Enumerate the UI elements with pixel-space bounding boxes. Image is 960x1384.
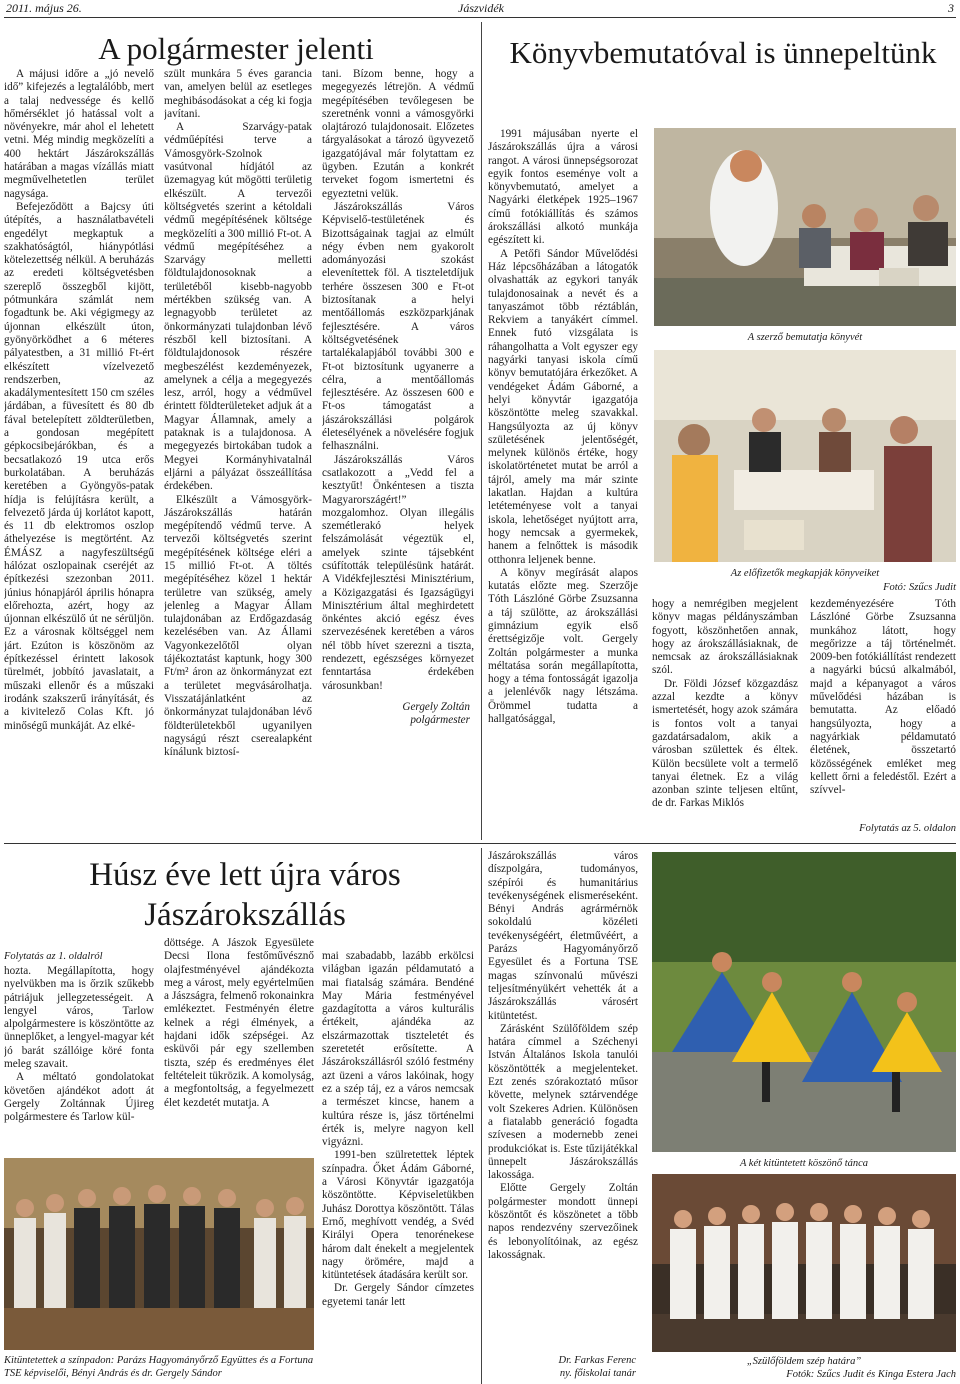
photo-caption: A két kitüntetett köszönő tánca [739,1158,869,1169]
photo-caption: Az előfizetők megkapják könyveiket [730,568,880,579]
paragraph: Jászárokszállás Város csatlakozott a „Vedd fel a kesztyűt! Önkéntesen a tiszta Magyarországért!” mozgalomhoz. Olyan illegális szemétlerakó helyek felszámolását végeztük el, amelyek szinte tájsebként csúfították településünk határát. A Vidékfejlesztési Minisztérium, a Közigazgatási és Igazságügyi Minisztérium által meghirdetett önkéntes akció egész éves szervezésének keretében a város nél több hívet szerezni a tiszta, rendezett, egészséges környezet fenntartása érdekében városunkban! [322,453,474,692]
continued-from: Folytatás az 1. oldalról [4,951,103,962]
photo-author-presenting [654,128,956,326]
paragraph: Jászárokszállás város díszpolgára, tudományos, szépírói és humanitárius tevékenységének elismeréseként. Bényi András agrármérnök sokoldalú közéleti tevékenységéért, életművéért, a Parázs Hagyományőrző Egyesület és a Fortuna TSE magas színvonalú művészi teljesítményükért vehették át a Jászárokszállás városért kitüntetést. [488,850,638,1022]
paragraph: Zárásként Szülőföldem szép határa címmel a Széchenyi István Általános Iskola tanulói köszöntötték a megjelenteket. Ezt zenés szórakoztató műsor követte, melynek sztárvendége volt Szekeres Adrien. Különösen a fiatalabb generáció fogadta szívesen a modernebb zenei produkciókat is. Este tűzijátékkal ünnepelt Jászárokszállás lakossága. [488,1022,638,1182]
paragraph: A méltató gondolatokat követően ajándékot adott át Gergely Zoltánnak Újireg polgármestere és Tarlow kül- [4,1071,154,1124]
photo-school-choir [652,1174,956,1352]
article1-signature-title: polgármester [410,714,470,727]
article2-col1 [488,128,638,840]
paragraph: Jászárokszállás Város Képviselő-testületének és Bizottságainak tagjai az elmúlt négy évben nem gyakorolt adományozási szokást elevenítettek föl. A tiszteletdíjuk terhére összesen 300 e Ft-ot biztosítanak a helyi mentőállomás eszközparkjának fejlesztésére. A város költségvetésének tartalékalapjából további 300 e Ft-ot biztosítunk ugyanerre a célra, a mentőállomás fejlesztésére. Az összesen 600 e Ft-os támogatást a jászárokszállási polgárok életesélyének a növelésére fogjuk felhasználni. [322,200,474,453]
article3-col4 [488,850,638,1350]
issue-date: 2011. május 26. [6,1,82,15]
paragraph: hogy a nemrégiben megjelent könyv magas példányszámban fogyott, köszönhetően annak, hogy az árokszállásiaknak, de nemcsak az árokszállásiaknak szól. [652,598,798,677]
paragraph: Előtte Gergely Zoltán polgármester mondott ünnepi köszöntőt és köszönetet a több napos rendezvény szervezőinek és lebonyolítóinak, az egész lakosságnak. [488,1182,638,1261]
article3-col3 [322,950,474,1380]
page-number: 3 [948,1,954,15]
paragraph: hozta. Megállapította, hogy nyelvükben ma is őrzik szűkebb pátriájuk jellegzetességeit. A lengyel város, Tarlow alpolgármestere is köszöntötte az ünneplőket, a lengyel-magyar két jó barát szállóige köré fonta meleg szavait. [4,965,154,1071]
paragraph: A könyv megírását alapos kutatás előzte meg. Szerzője Tóth Lászlóné Görbe Zsuzsanna a táj szülötte, az árokszállási gimnázium egyik első érettségizője volt. Gergely Zoltán polgármester a munka méltatása során megállapította, hogy a téma fontosságát igazolja a jelenlévők nagy létszáma. Örömmel tudatta a hallgatósággal, [488,566,638,726]
column-divider [481,848,482,1384]
paragraph: kezdeményezésére Tóth Lászlóné Görbe Zsuzsanna munkához látott, hogy megőrizze a táj történelmét. 2009-ben fotókiállítást rendezett a nagyárki búcsú alkalmából, majd a képanyagot a város művelődési házában is bemutatta. Az előadó hangsúlyozta, hogy a nagyárkiak példamutató életének, összetartó közösségének emléket meg kellett őrni a feledéstől. Ezért a szívvel- [810,598,956,797]
article3-col2 [164,937,314,1153]
article1-col2 [164,68,312,840]
paragraph: 1991-ben szülretettek léptek színpadra. Őket Ádám Gáborné, a Városi Könyvtár igazgatója köszöntötte. Képviseletükben Juhász Dorottya köszöntött. Tálas Ernő, meghívott vendég, a Svéd Királyi Opera tenorénekese három dalt énekelt a megjelentek nagy örömére, majd a kitüntetések átadására került sor. [322,1149,474,1282]
paragraph: mai szabadabb, lazább erkölcsi világban igazán példamutató a mai fiatalság számára. Bendéné May Mária festményével gazdagította a város kulturális értékeit, ajándéka az elszármazottak tiszteletét és szeretetét erősítette. A Jászárokszállásról szóló festmény azt üzeni a város lakóinak, hogy ez a szép táj, ez a város nemcsak a természet kincse, hanem a kultúra része is, jász történelmi érték is, melyre nagyon kell vigyázni. [322,950,474,1149]
article1-col3 [322,68,474,840]
article1-signature-name: Gergely Zoltán [402,700,470,713]
photo-caption: „Szülőföldem szép határa” [746,1356,862,1367]
paragraph: szült munkára 5 éves garancia van, amelyen belül az esetleges meghibásodásokat a cég ki fogja javítani. [164,68,312,120]
paragraph: 1991 májusában nyerte el Jászárokszállás újra a városi rangot. A városi ünnepségsorozat egyik fontos eseménye volt a könyvbemutató, amelyet a Nagyárki életképek 1925–1967 című fotókiállítás és számos árokszállási alkotó munkája egészített ki. [488,128,638,247]
paragraph: Dr. Gergely Sándor címzetes egyetemi tanár lett [322,1282,474,1308]
paragraph: Dr. Földi József közgazdász azzal kezdte a könyv ismertetését, hogy azok számára is fontos volt a tanyai gazdatársadalom, akik a városban születtek és éltek. Külön becsülete volt a termelő tanyai életnek. Ez a világ azonban szinte teljesen eltűnt, de dr. Farkas Miklós [652,677,798,810]
page-header [0,0,960,18]
column-divider [481,22,482,840]
article3-col1 [4,965,154,1153]
photo-subscribers [654,350,956,562]
paper-name: Jászvidék [458,1,504,15]
paragraph: döttsége. A Jászok Egyesülete Decsi Ilona festőművésznő olajfestményével ajándékozta meg a várost, mely egyértelműen a Jászságra, felmenő rokonainkra emlékeztet. Festményén életre kelnek a régi élmények, a hajdani idők szépségei. Az esküvői pár egy szellemben tiszta, szép és eredményes élet feltételeit tükrözik. A komolyság, a megfontoltság, a fegyelmezett élet kezdetét mutatja. A [164,937,314,1109]
article1-col1 [4,68,154,840]
section-rule [4,843,956,844]
paragraph: Elkészült a Vámosgyörk-Jászárokszállás határán megépítendő védmű terve. A tervezői költségvetés szerint megépítésének költsége eléri a 15 millió Ft-ot. A töltés megépítéséhez közel 1 hektár területre van szükség, amely jelenleg a Magyar Állam tulajdonában az Erdőgazdaság kezelésében van. Az Állami Vagyonkezelőtől olyan tájékoztatást kaptunk, hogy 300 Ft/m² áron az önkormányzat ezt a területet megvásárolhatja. Visszatájánlatként az önkormányzat tulajdonában lévő földterületekből ugyanilyen nagyságú részt cserealapként kínálunk biztosí- [164,493,312,759]
paragraph: A Szarvágy-patak védműépítési terve a Vámosgyörk-Szolnok vasútvonal hídjától az üzemagyag kút mögötti területig elkészült. A tervezői költségvetés szerint a kétoldali védmű megépítésének költsége megközelíti a 300 millió Ft-ot. A védmű megépítéséhez a Szarvágy melletti földtulajdonosoknak a területéből kisebb-nagyobb mértékben szükség van. A legnagyobb területet az önkormányzati tulajdonban lévő részből kell biztosítani. A földtulajdonosok részére megbeszélést kezdeményezek, amelynek a célja a megegyezés lesz, arról, hogy a védművel érintett földterületeket adjuk át a Magyar Államnak, amely a pataknak is a tulajdonosa. A megegyezés birtokában tudok a Megyei Kormányhivatalnál eljárni a pályázat összeállítása érdekében. [164,121,312,493]
photo-caption: A szerző bemutatja könyvét [747,332,863,343]
paragraph: A májusi időre a „jó nevelő idő” kifejezés a legtalálóbb, mert a talaj nedvessége és kellő hőmérséklet jó hatással volt a növényekre, már ahol el lehetett vetni. Még mindig megközelíti a 400 hektárt Jászárokszállás határában a magas vízállás miatt megművelhetetlen terület nagysága. [4,68,154,200]
article3-signature-name: Dr. Farkas Ferenc [558,1355,636,1366]
paragraph: A Petőfi Sándor Művelődési Ház lépcsőházában a látogatók olvashatták az egykori tanyák tulajdonosainak a nevét és a tanyaszámot több réztáblán, Rekviem a tanyákért címmel. Ennek futó vizsgálata is ráhangolhatta a Volt egyszer egy nagyárki tanyasi iskola című könyv bemutatójára érkezőket. A vendégeket Ádám Gáborné, a helyi könyvtár igazgatója köszöntötte meleg szavakkal. Hangsúlyozta az új könyv születésének jelentőségét, melynek különös értéke, hogy iskolatörténetet mutat be arról a tájról, amely ma már szinte lakatlan. Hajdan a kultúra letéteményese volt a tanyai iskola, lehetőséget nyújtott arra, hogy nemcsak a gyermekek, hanem a felnőttek is második otthonra leljenek benne. [488,247,638,566]
paragraph: tani. Bízom benne, hogy a megegyezés létrejön. A védmű megépítésében tevőlegesen be szeretnénk vonni a vámosgyörki olajtározó tulajdonosait. Előzetes tárgyalásokat a tározó ügyvezető igazgatójával már folytattam ez ügyben. Ezután a konkrét terveket fogom ismertetni és egyeztetni velük. [322,68,474,200]
continued-note: Folytatás az 5. oldalon [859,823,956,834]
photo-folk-dance [652,852,956,1152]
article2-col2 [652,598,798,840]
article3-signature-title: ny. főiskolai tanár [559,1368,636,1379]
article1-title: A polgármester jelenti [98,31,374,66]
photo-caption: Kitüntetettek a színpadon: Parázs Hagyományőrző Együttes és a Fortuna TSE képviselői, Bényi András és dr. Gergely Sándor [4,1355,314,1379]
photo-credit: Fotó: Szűcs Judit [883,582,956,593]
article2-col3 [810,598,956,820]
article2-title: Könyvbemutatóval is ünnepeltünk [509,35,937,70]
paragraph: Befejeződött a Bajcsy úti útépítés, a használatbavételi engedélyt megkaptuk a szakhatóságtól, hiánypótlási kötelezettség nélkül. A beruházás az eredeti költségvetésben szereplő összegből kijött, pótmunkára számlát nem fogadtunk be. Aki végigmegy az újonnan elkészült úton, gyönyörködhet a 6 méteres pályatestben, a 31 millió Ft-ért elkészített vízelvezető rendszerben, az akadálymentesített 150 cm széles járdában, a füvesített és 80 db fával betelepített zöldterületben, a gondosan megépített gépkocsibejárókban, és a becsatlakozó 19 utca erős burkolatában. A beruházás keretében a Gyöngyös-patak hídja is felújításra került, a felvezető járda új korlátot kapott, és 11 db elektromos oszlop áthelyezése is megtörtént. Az ÉMÁSZ a nagyfeszültségű hálózat oszlopainak cseréjét az építkezési szezonban 2011. június hónapjáról április hónapra előrehozta, azért, hogy az újonnan elkészülő út ne sérüljön. Ez a városnak költséggel nem járt. Ezúton is köszönöm az építkezéssel érintett lakosok türelmét, jobbító javaslatait, a műszaki ellenőr és a műszaki irodánk szakszerű irányítását, és a kivitelező Colas Kft. jó minőségű munkáját. Az elké- [4,200,154,732]
article3-title: Húsz éve lett újra város Jászárokszállás [89,857,401,933]
header-rule [4,17,956,18]
photo-awardees-on-stage [4,1158,314,1350]
photo-credit: Fotók: Szűcs Judit és Kinga Estera Jach [786,1369,956,1380]
